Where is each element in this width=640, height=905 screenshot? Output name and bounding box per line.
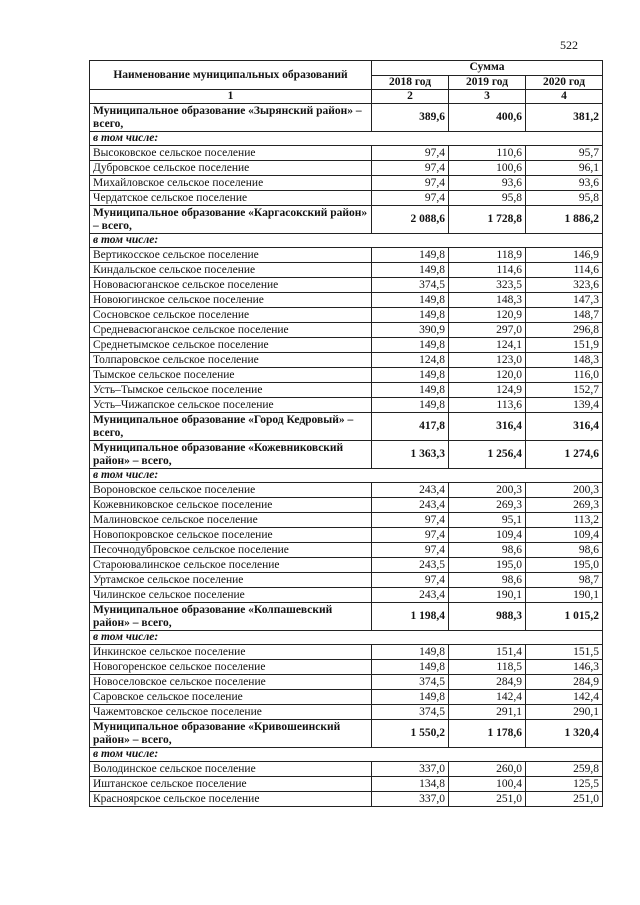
amount-2018: 1 198,4 xyxy=(372,603,449,631)
header-name: Наименование муниципальных образований xyxy=(90,61,372,90)
amount-2018: 243,4 xyxy=(372,498,449,513)
amount-2019: 297,0 xyxy=(449,323,526,338)
amount-2019: 110,6 xyxy=(449,146,526,161)
settlement-name: Саровское сельское поселение xyxy=(90,690,372,705)
amount-2019: 284,9 xyxy=(449,675,526,690)
settlement-name: Сосновское сельское поселение xyxy=(90,308,372,323)
amount-2020: 109,4 xyxy=(526,528,603,543)
amount-2018: 97,4 xyxy=(372,176,449,191)
table-row xyxy=(90,248,603,263)
settlement-name: Кожевниковское сельское поселение xyxy=(90,498,372,513)
amount-2019: 95,8 xyxy=(449,191,526,206)
table-row xyxy=(90,161,603,176)
amount-2020: 1 886,2 xyxy=(526,206,603,234)
table-row xyxy=(90,588,603,603)
column-number: 1 xyxy=(90,90,372,104)
table-row xyxy=(90,263,603,278)
amount-2020: 98,7 xyxy=(526,573,603,588)
amount-2018: 149,8 xyxy=(372,338,449,353)
amount-2018: 134,8 xyxy=(372,777,449,792)
district-total-row xyxy=(90,720,603,748)
amount-2019: 151,4 xyxy=(449,645,526,660)
amount-2019: 1 178,6 xyxy=(449,720,526,748)
table-row xyxy=(90,353,603,368)
amount-2020: 142,4 xyxy=(526,690,603,705)
amount-2018: 149,8 xyxy=(372,660,449,675)
including-label: в том числе: xyxy=(90,469,603,483)
amount-2020: 381,2 xyxy=(526,104,603,132)
amount-2019: 95,1 xyxy=(449,513,526,528)
amount-2018: 374,5 xyxy=(372,675,449,690)
amount-2019: 269,3 xyxy=(449,498,526,513)
table-row xyxy=(90,338,603,353)
amount-2019: 200,3 xyxy=(449,483,526,498)
amount-2019: 114,6 xyxy=(449,263,526,278)
amount-2020: 1 015,2 xyxy=(526,603,603,631)
amount-2020: 269,3 xyxy=(526,498,603,513)
amount-2020: 323,6 xyxy=(526,278,603,293)
table-row xyxy=(90,660,603,675)
amount-2020: 200,3 xyxy=(526,483,603,498)
amount-2019: 113,6 xyxy=(449,398,526,413)
amount-2020: 148,3 xyxy=(526,353,603,368)
amount-2018: 97,4 xyxy=(372,161,449,176)
amount-2018: 374,5 xyxy=(372,705,449,720)
amount-2018: 243,4 xyxy=(372,588,449,603)
amount-2019: 316,4 xyxy=(449,413,526,441)
page-number: 522 xyxy=(560,38,578,52)
table-row xyxy=(90,323,603,338)
header-year-2018: 2018 год xyxy=(372,75,449,90)
table-row xyxy=(90,383,603,398)
amount-2020: 95,7 xyxy=(526,146,603,161)
amount-2018: 337,0 xyxy=(372,792,449,807)
amount-2019: 323,5 xyxy=(449,278,526,293)
amount-2018: 337,0 xyxy=(372,762,449,777)
district-name: Муниципальное образование «Город Кедровый» – всего, xyxy=(90,413,372,441)
settlement-name: Усть–Чижапское сельское поселение xyxy=(90,398,372,413)
amount-2019: 251,0 xyxy=(449,792,526,807)
amount-2020: 284,9 xyxy=(526,675,603,690)
amount-2019: 400,6 xyxy=(449,104,526,132)
amount-2020: 146,3 xyxy=(526,660,603,675)
amount-2018: 149,8 xyxy=(372,690,449,705)
header-sum: Сумма xyxy=(372,61,603,76)
district-name: Муниципальное образование «Колпашевский район» – всего, xyxy=(90,603,372,631)
including-row xyxy=(90,132,603,146)
amount-2018: 97,4 xyxy=(372,528,449,543)
amount-2020: 1 320,4 xyxy=(526,720,603,748)
amount-2018: 149,8 xyxy=(372,368,449,383)
settlement-name: Чилинское сельское поселение xyxy=(90,588,372,603)
table-row xyxy=(90,690,603,705)
table-body xyxy=(90,104,603,807)
settlement-name: Староювалинское сельское поселение xyxy=(90,558,372,573)
settlement-name: Высоковское сельское поселение xyxy=(90,146,372,161)
amount-2019: 291,1 xyxy=(449,705,526,720)
amount-2018: 389,6 xyxy=(372,104,449,132)
including-label: в том числе: xyxy=(90,748,603,762)
settlement-name: Малиновское сельское поселение xyxy=(90,513,372,528)
table-row xyxy=(90,705,603,720)
amount-2019: 118,9 xyxy=(449,248,526,263)
amount-2020: 125,5 xyxy=(526,777,603,792)
amount-2019: 260,0 xyxy=(449,762,526,777)
amount-2018: 149,8 xyxy=(372,645,449,660)
amount-2019: 148,3 xyxy=(449,293,526,308)
amount-2020: 190,1 xyxy=(526,588,603,603)
column-number: 3 xyxy=(449,90,526,104)
amount-2018: 374,5 xyxy=(372,278,449,293)
amount-2020: 139,4 xyxy=(526,398,603,413)
amount-2019: 100,4 xyxy=(449,777,526,792)
amount-2019: 118,5 xyxy=(449,660,526,675)
column-number: 2 xyxy=(372,90,449,104)
amount-2018: 149,8 xyxy=(372,383,449,398)
table-row xyxy=(90,792,603,807)
amount-2019: 124,1 xyxy=(449,338,526,353)
district-name: Муниципальное образование «Кривошеинский район» – всего, xyxy=(90,720,372,748)
settlement-name: Чажемтовское сельское поселение xyxy=(90,705,372,720)
settlement-name: Вертикосское сельское поселение xyxy=(90,248,372,263)
amount-2020: 151,5 xyxy=(526,645,603,660)
amount-2018: 97,4 xyxy=(372,543,449,558)
table-row xyxy=(90,573,603,588)
amount-2020: 98,6 xyxy=(526,543,603,558)
amount-2020: 95,8 xyxy=(526,191,603,206)
amount-2020: 96,1 xyxy=(526,161,603,176)
district-total-row xyxy=(90,441,603,469)
amount-2018: 149,8 xyxy=(372,308,449,323)
amount-2018: 1 550,2 xyxy=(372,720,449,748)
amount-2020: 148,7 xyxy=(526,308,603,323)
settlement-name: Песочнодубровское сельское поселение xyxy=(90,543,372,558)
settlement-name: Новопокровское сельское поселение xyxy=(90,528,372,543)
amount-2018: 149,8 xyxy=(372,398,449,413)
amount-2020: 296,8 xyxy=(526,323,603,338)
settlement-name: Дубровское сельское поселение xyxy=(90,161,372,176)
amount-2020: 147,3 xyxy=(526,293,603,308)
amount-2019: 142,4 xyxy=(449,690,526,705)
amount-2020: 116,0 xyxy=(526,368,603,383)
table-row xyxy=(90,176,603,191)
amount-2019: 120,9 xyxy=(449,308,526,323)
amount-2018: 1 363,3 xyxy=(372,441,449,469)
table-row xyxy=(90,675,603,690)
amount-2019: 93,6 xyxy=(449,176,526,191)
amount-2019: 124,9 xyxy=(449,383,526,398)
table-row xyxy=(90,645,603,660)
table-row xyxy=(90,528,603,543)
header-year-2019: 2019 год xyxy=(449,75,526,90)
amount-2018: 149,8 xyxy=(372,263,449,278)
district-total-row xyxy=(90,104,603,132)
amount-2020: 114,6 xyxy=(526,263,603,278)
including-row xyxy=(90,631,603,645)
amount-2020: 146,9 xyxy=(526,248,603,263)
settlement-name: Усть–Тымское сельское поселение xyxy=(90,383,372,398)
settlement-name: Иштанское сельское поселение xyxy=(90,777,372,792)
amount-2018: 417,8 xyxy=(372,413,449,441)
district-name: Муниципальное образование «Зырянский район» – всего, xyxy=(90,104,372,132)
amount-2018: 124,8 xyxy=(372,353,449,368)
amount-2020: 151,9 xyxy=(526,338,603,353)
amount-2019: 98,6 xyxy=(449,573,526,588)
amount-2020: 316,4 xyxy=(526,413,603,441)
table-row xyxy=(90,191,603,206)
table-row xyxy=(90,513,603,528)
amount-2020: 152,7 xyxy=(526,383,603,398)
amount-2019: 120,0 xyxy=(449,368,526,383)
amount-2018: 97,4 xyxy=(372,513,449,528)
settlement-name: Новогоренское сельское поселение xyxy=(90,660,372,675)
amount-2019: 988,3 xyxy=(449,603,526,631)
amount-2020: 113,2 xyxy=(526,513,603,528)
amount-2018: 97,4 xyxy=(372,573,449,588)
including-row xyxy=(90,469,603,483)
amount-2018: 243,5 xyxy=(372,558,449,573)
including-label: в том числе: xyxy=(90,631,603,645)
settlement-name: Чердатское сельское поселение xyxy=(90,191,372,206)
amount-2020: 93,6 xyxy=(526,176,603,191)
settlement-name: Средневасюганское сельское поселение xyxy=(90,323,372,338)
including-row xyxy=(90,234,603,248)
table-row xyxy=(90,558,603,573)
amount-2019: 123,0 xyxy=(449,353,526,368)
amount-2020: 1 274,6 xyxy=(526,441,603,469)
amount-2020: 259,8 xyxy=(526,762,603,777)
amount-2018: 149,8 xyxy=(372,293,449,308)
table-row xyxy=(90,543,603,558)
settlement-name: Вороновское сельское поселение xyxy=(90,483,372,498)
amount-2018: 97,4 xyxy=(372,146,449,161)
table-row xyxy=(90,278,603,293)
amount-2018: 243,4 xyxy=(372,483,449,498)
table-row xyxy=(90,368,603,383)
amount-2018: 149,8 xyxy=(372,248,449,263)
settlement-name: Новоселовское сельское поселение xyxy=(90,675,372,690)
amount-2018: 2 088,6 xyxy=(372,206,449,234)
budget-table xyxy=(89,60,603,807)
district-total-row xyxy=(90,603,603,631)
amount-2018: 390,9 xyxy=(372,323,449,338)
column-number: 4 xyxy=(526,90,603,104)
settlement-name: Толпаровское сельское поселение xyxy=(90,353,372,368)
table-row xyxy=(90,146,603,161)
header-year-2020: 2020 год xyxy=(526,75,603,90)
amount-2018: 97,4 xyxy=(372,191,449,206)
settlement-name: Володинское сельское поселение xyxy=(90,762,372,777)
table-row xyxy=(90,777,603,792)
including-label: в том числе: xyxy=(90,234,603,248)
amount-2019: 100,6 xyxy=(449,161,526,176)
district-name: Муниципальное образование «Кожевниковский район» – всего, xyxy=(90,441,372,469)
settlement-name: Красноярское сельское поселение xyxy=(90,792,372,807)
settlement-name: Тымское сельское поселение xyxy=(90,368,372,383)
table-row xyxy=(90,762,603,777)
settlement-name: Нововасюганское сельское поселение xyxy=(90,278,372,293)
amount-2020: 251,0 xyxy=(526,792,603,807)
amount-2019: 1 728,8 xyxy=(449,206,526,234)
table-row xyxy=(90,293,603,308)
amount-2019: 1 256,4 xyxy=(449,441,526,469)
district-total-row xyxy=(90,413,603,441)
amount-2019: 195,0 xyxy=(449,558,526,573)
table-row xyxy=(90,498,603,513)
including-row xyxy=(90,748,603,762)
amount-2019: 109,4 xyxy=(449,528,526,543)
amount-2019: 98,6 xyxy=(449,543,526,558)
settlement-name: Новоюгинское сельское поселение xyxy=(90,293,372,308)
district-name: Муниципальное образование «Каргасокский район» – всего, xyxy=(90,206,372,234)
settlement-name: Среднетымское сельское поселение xyxy=(90,338,372,353)
district-total-row xyxy=(90,206,603,234)
including-label: в том числе: xyxy=(90,132,603,146)
settlement-name: Инкинское сельское поселение xyxy=(90,645,372,660)
table-row xyxy=(90,398,603,413)
settlement-name: Михайловское сельское поселение xyxy=(90,176,372,191)
table-row xyxy=(90,308,603,323)
settlement-name: Уртамское сельское поселение xyxy=(90,573,372,588)
settlement-name: Киндальское сельское поселение xyxy=(90,263,372,278)
table-row xyxy=(90,483,603,498)
amount-2020: 195,0 xyxy=(526,558,603,573)
amount-2019: 190,1 xyxy=(449,588,526,603)
amount-2020: 290,1 xyxy=(526,705,603,720)
